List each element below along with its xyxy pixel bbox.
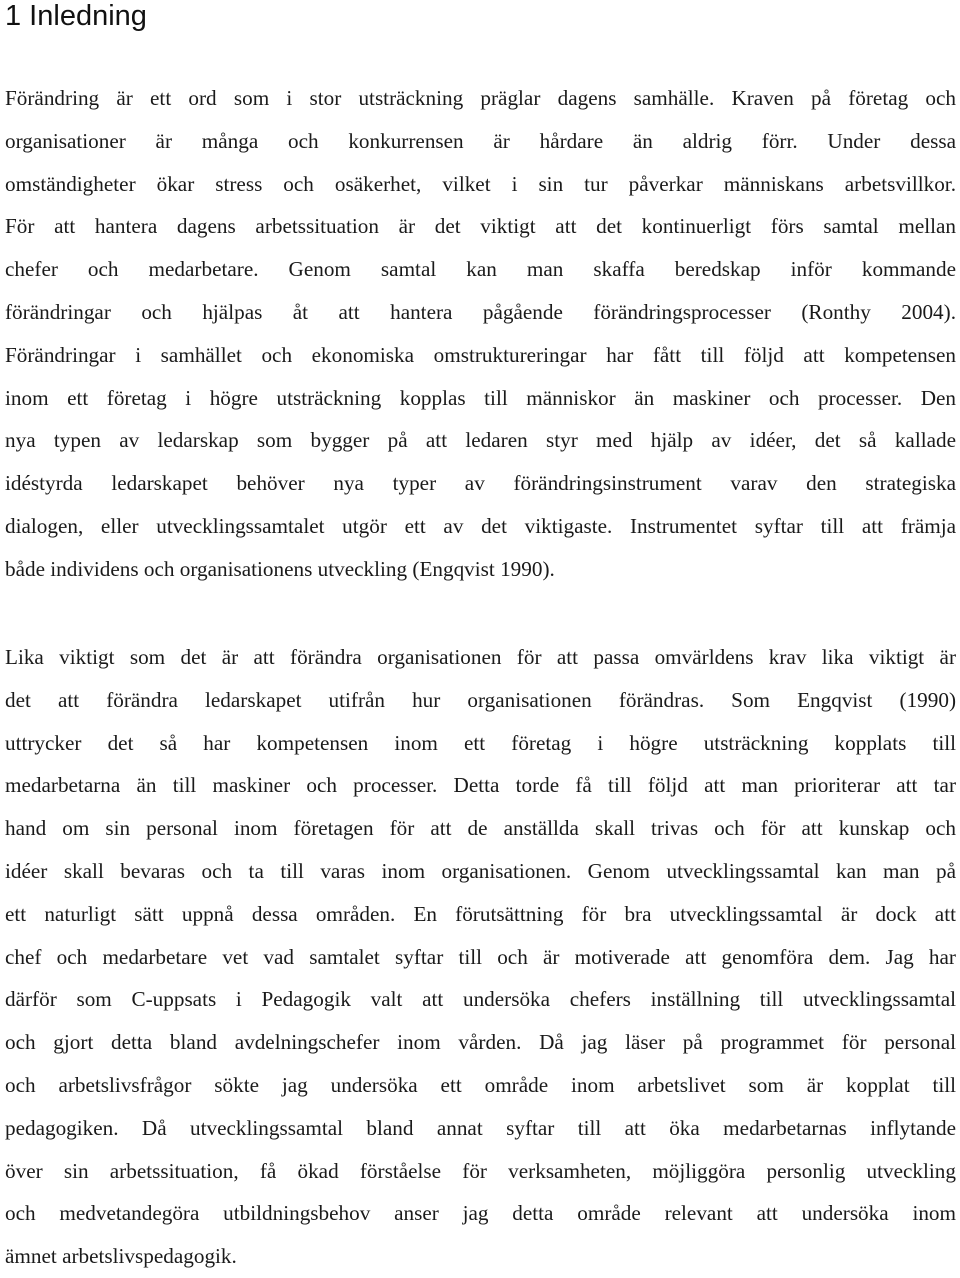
section-heading: 1 Inledning [5,0,147,32]
text-line: Förändringar i samhället och ekonomiska omstruktureringar har fått till följd att kompetensen [5,342,956,367]
text-line: pedagogiken. Då utvecklingssamtal bland annat syftar till att öka medarbetarnas inflytande [5,1115,956,1140]
text-line: medarbetarna än till maskiner och processer. Detta torde få till följd att man prioriterar att tar [5,773,956,798]
text-line: hand om sin personal inom företagen för att de anställda skall trivas och för att kunskap och [5,816,956,841]
text-line: och arbetslivsfrågor sökte jag undersöka ett område inom arbetslivet som är kopplat till [5,1072,956,1097]
text-line: För att hantera dagens arbetssituation är det viktigt att det kontinuerligt förs samtal mellan [5,214,956,239]
text-line: ämnet arbetslivspedagogik. [5,1244,237,1269]
text-line: och medvetandegöra utbildningsbehov anser jag detta område relevant att undersöka inom [5,1201,956,1226]
text-line: idéer skall bevaras och ta till varas inom organisationen. Genom utvecklingssamtal kan man på [5,858,956,883]
text-line: inom ett företag i högre utsträckning kopplas till människor än maskiner och processer. Den [5,385,956,410]
text-line: chefer och medarbetare. Genom samtal kan man skaffa beredskap inför kommande [5,257,956,282]
text-line: ett naturligt sätt uppnå dessa områden. En förutsättning för bra utvecklingssamtal är dock att [5,901,956,926]
text-line: idéstyrda ledarskapet behöver nya typer av förändringsinstrument varav den strategiska [5,471,956,496]
paragraph-2 [5,636,956,1278]
text-line: omständigheter ökar stress och osäkerhet, vilket i sin tur påverkar människans arbetsvillkor. [5,171,956,196]
text-line: och gjort detta bland avdelningschefer inom vården. Då jag läser på programmet för personal [5,1030,956,1055]
text-line: förändringar och hjälpas åt att hantera pågående förändringsprocesser (Ronthy 2004). [5,299,956,324]
text-line: uttrycker det så har kompetensen inom ett företag i högre utsträckning kopplats till [5,730,956,755]
text-line: Förändring är ett ord som i stor utsträckning präglar dagens samhälle. Kraven på företag och [5,86,956,110]
text-line: både individens och organisationens utveckling (Engqvist 1990). [5,556,555,581]
text-line: nya typen av ledarskap som bygger på att ledaren styr med hjälp av idéer, det så kallade [5,428,956,453]
paragraph-1 [5,77,956,591]
text-line: chef och medarbetare vet vad samtalet syftar till och är motiverade att genomföra dem. Jag har [5,944,956,969]
text-line: därför som C-uppsats i Pedagogik valt att undersöka chefers inställning till utvecklingssamtal [5,987,956,1012]
text-line: Lika viktigt som det är att förändra organisationen för att passa omvärldens krav lika viktigt är [5,645,956,669]
text-line: organisationer är många och konkurrensen är hårdare än aldrig förr. Under dessa [5,128,956,153]
text-line: dialogen, eller utvecklingssamtalet utgör ett av det viktigaste. Instrumentet syftar till att främja [5,513,956,538]
text-line: över sin arbetssituation, få ökad förståelse för verksamheten, möjliggöra personlig utveckling [5,1158,956,1183]
text-line: det att förändra ledarskapet utifrån hur organisationen förändras. Som Engqvist (1990) [5,687,956,712]
